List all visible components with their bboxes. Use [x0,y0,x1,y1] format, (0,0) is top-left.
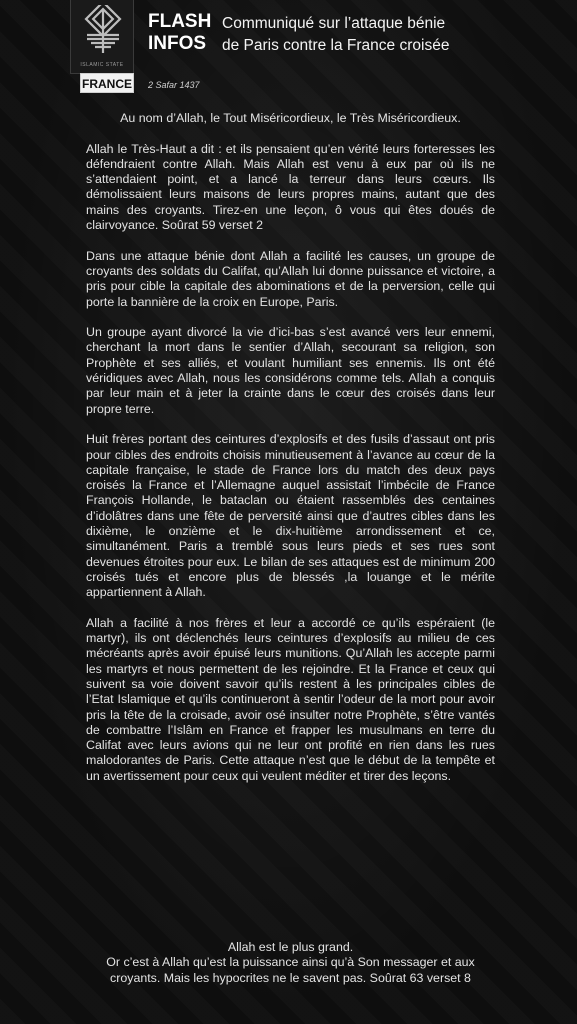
paragraph: Huit frères portant des ceintures d’explosifs et des fusils d’assaut ont pris pour cibles des endroits choisis minutieusement à l’avance au cœur de la capitale française, le stade de France lors du match des deux pays croisés la France et l’Allemagne auquel assistait l’imbécile de France François Hollande, le bataclan ou étaient rassemblés des centaines d’idolâtres dans une fête de perversité ainsi que d’autres cibles dans les dixième, le onzième et le dix-huitième arrondissement et ce, simultanément. Paris a tremblé sous leurs pieds et ses rues sont devenues étroites pour eux. Le bilan de ses attaques est de minimum 200 croisés tués et encore plus de blessés ,la louange et le mérite appartiennent à Allah. [86,432,495,600]
paragraph: Allah le Très-Haut a dit : et ils pensaient qu’en vérité leurs forteresses les défendraient contre Allah. Mais Allah est venu à eux par où ils ne s’attendaient point, et a lancé la terreur dans leurs cœurs. Ils démolissaient leurs maisons de leurs propres mains, autant que des mains des croyants. Tirez-en une leçon, ô vous qui êtes doués de clairvoyance. Soûrat 59 verset 2 [86,141,495,233]
closing-block [86,940,495,986]
infos-label: INFOS [148,33,207,54]
logo-caption: ISLAMIC STATE [80,62,124,68]
page-title [222,13,542,57]
statement-body [86,111,495,799]
logo [70,0,134,74]
country-tag: FRANCE [80,73,134,93]
closing-line: Allah est le plus grand. [227,940,354,954]
paragraph: Un groupe ayant divorcé la vie d’ici-bas s’est avancé vers leur ennemi, cherchant la mort dans le sentier d’Allah, secourant sa religion, son Prophète et ses alliés, et voulant humiliant ses ennemis. Ils ont été véridiques avec Allah, nous les considérons comme tels. Allah a conquis par leur main et à jeter la crainte dans le cœur des croisés dans leur propre terre. [86,325,495,416]
flash-infos-label [148,11,216,55]
logo-emblem-icon [78,5,128,57]
closing-verse: Or c’est à Allah qu’est la puissance ainsi qu’à Son messager et aux croyants. Mais les hypocrites ne le savent pas. Soûrat 63 verset 8 [106,955,475,985]
title-line-1: Communiqué sur l’attaque bénie [222,15,446,32]
opening-line: Au nom d’Allah, le Tout Miséricordieux, le Très Miséricordieux. [120,111,461,125]
header [0,0,577,100]
paragraph: Allah a facilité à nos frères et leur a accordé ce qu’ils espéraient (le martyr), ils ont déclenchés leurs ceintures d’explosifs au milieu de ces mécréants après avoir épuisé leurs munitions. Qu’Allah les accepte parmi les martyrs et nous permettent de les rejoindre. Et la France et ceux qui suivent sa voie doivent savoir qu’ils restent à les principales cibles de l’Etat Islamique et qu’ils continueront à sentir l’odeur de la mort pour avoir pris la tête de la croisade, avoir osé insulter notre Prophète, s’être vantés de combattre l’Islâm en France et frapper les musulmans en terre du Califat avec leurs avions qui ne leur ont profité en rien dans les rues malodorantes de Paris. Cette attaque n’est que le début de la tempête et un avertissement pour ceux qui veulent méditer et tirer des leçons. [86,615,495,783]
paragraph: Dans une attaque bénie dont Allah a facilité les causes, un groupe de croyants des soldats du Califat, qu’Allah lui donne puissance et victoire, a pris pour cible la capitale des abominations et de la perversion, celle qui porte la bannière de la croix en Europe, Paris. [86,248,495,309]
flash-label: FLASH [148,11,212,32]
date-label: 2 Safar 1437 [148,80,200,90]
title-line-2: de Paris contre la France croisée [222,37,450,54]
